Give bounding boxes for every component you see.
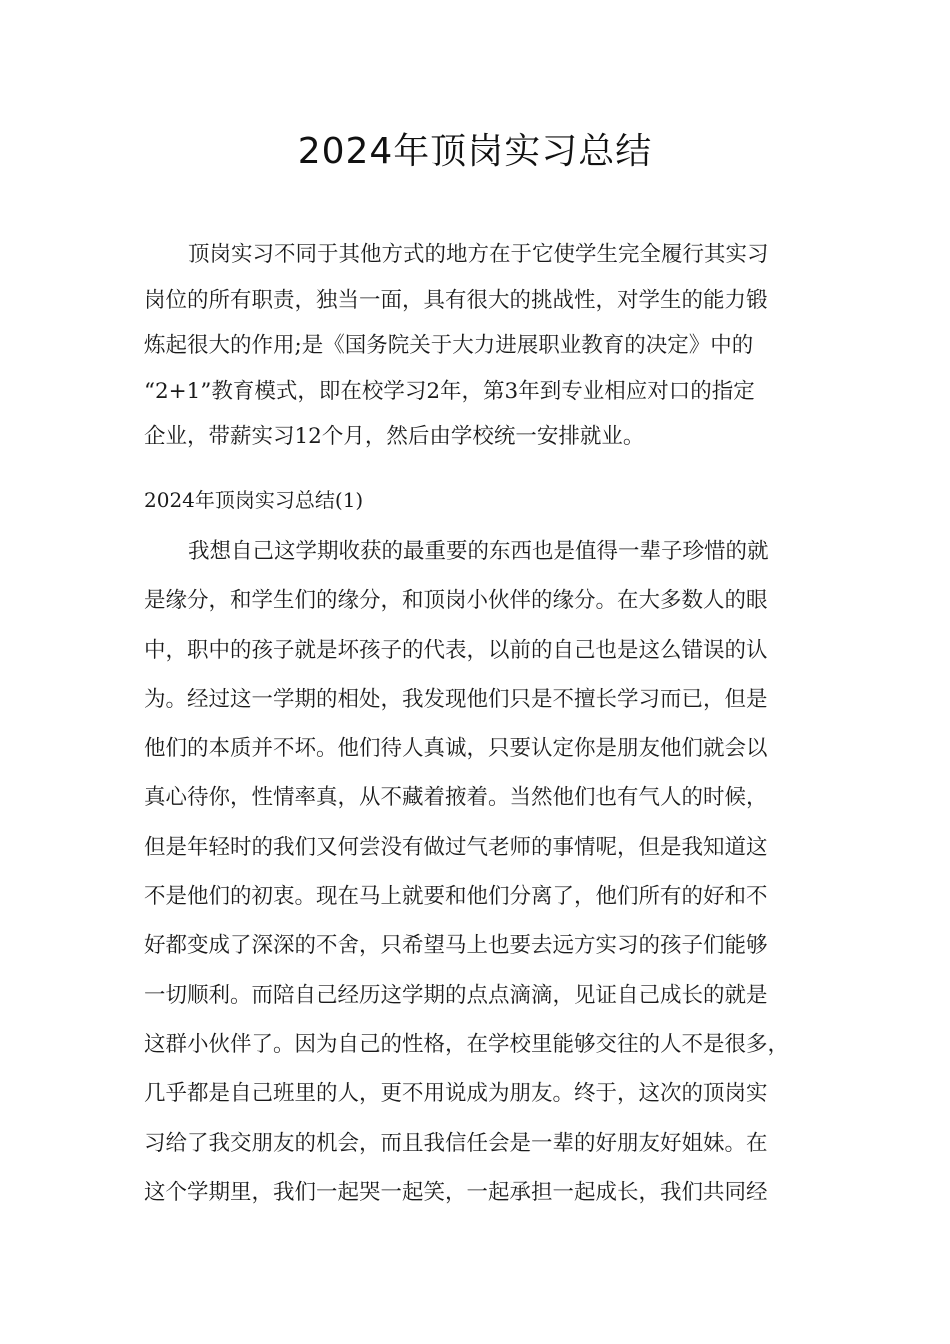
paragraph-line [144, 527, 812, 576]
paragraph-line [144, 232, 812, 278]
paragraph-line: 这个学期里，我们一起哭一起笑，一起承担一起成长，我们共同经 [144, 1179, 768, 1205]
paragraph-line: 一切顺利。而陪自己经历这学期的点点滴滴，见证自己成长的就是 [144, 982, 768, 1008]
paragraph-line: 是缘分，和学生们的缘分，和顶岗小伙伴的缘分。在大多数人的眼 [144, 588, 768, 614]
paragraph-line: 习给了我交朋友的机会，而且我信任会是一辈的好朋友好姐妹。在 [144, 1130, 768, 1156]
paragraph-line: 好都变成了深深的不舍，只希望马上也要去远方实习的孩子们能够 [144, 933, 768, 959]
paragraph-line: 他们的本质并不坏。他们待人真诚，只要认定你是朋友他们就会以 [144, 736, 768, 762]
paragraph-line: 真心待你，性情率真，从不藏着掖着。当然他们也有气人的时候， [144, 785, 768, 811]
section-heading: 2024年顶岗实习总结(1) [144, 488, 364, 512]
paragraph-line: 企业，带薪实习12个月，然后由学校统一安排就业。 [144, 424, 645, 449]
section-paragraph [144, 527, 812, 1217]
paragraph-line: 炼起很大的作用;是《国务院关于大力进展职业教育的决定》中的 [144, 333, 754, 358]
paragraph-line: 不是他们的初衷。现在马上就要和他们分离了，他们所有的好和不 [144, 884, 768, 910]
line-text: 顶岗实习不同于其他方式的地方在于它使学生完全履行其实习 [188, 242, 769, 267]
intro-paragraph [144, 232, 812, 460]
paragraph-line: “2+1”教育模式，即在校学习2年，第3年到专业相应对口的指定 [144, 378, 755, 404]
paragraph-line: 几乎都是自己班里的人，更不用说成为朋友。终于，这次的顶岗实 [144, 1081, 768, 1107]
line-text: 我想自己这学期收获的最重要的东西也是值得一辈子珍惜的就 [188, 539, 769, 564]
document-title: 2024年顶岗实习总结 [297, 131, 653, 172]
paragraph-line: 为。经过这一学期的相处，我发现他们只是不擅长学习而已，但是 [144, 686, 768, 712]
paragraph-line: 岗位的所有职责，独当一面，具有很大的挑战性，对学生的能力锻 [144, 287, 768, 313]
paragraph-line: 中，职中的孩子就是坏孩子的代表，以前的自己也是这么错误的认 [144, 637, 768, 663]
paragraph-line: 但是年轻时的我们又何尝没有做过气老师的事情呢，但是我知道这 [144, 834, 768, 860]
paragraph-line: 这群小伙伴了。因为自己的性格，在学校里能够交往的人不是很多， [144, 1031, 790, 1057]
